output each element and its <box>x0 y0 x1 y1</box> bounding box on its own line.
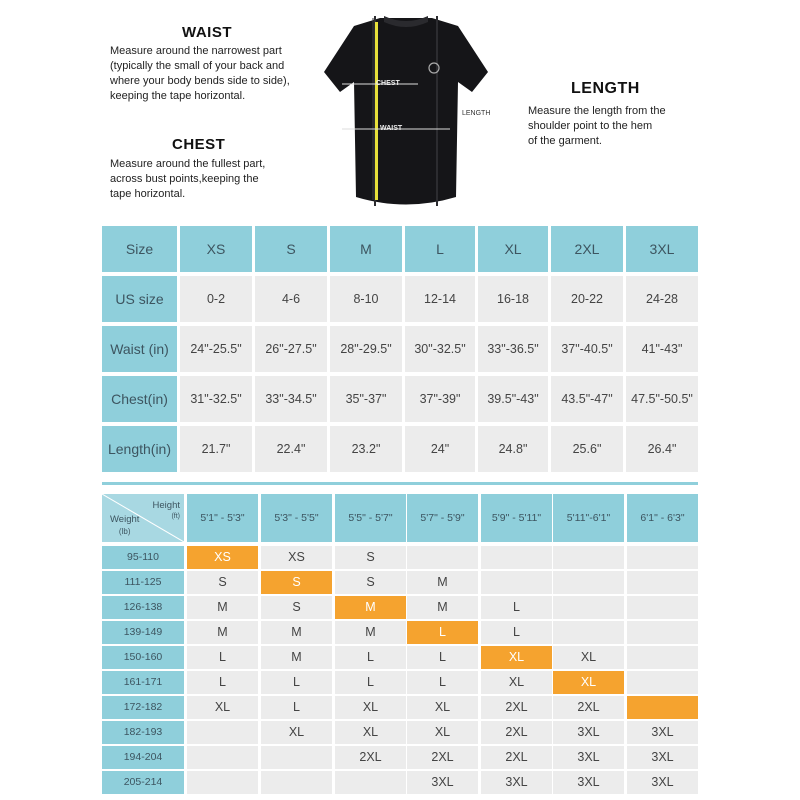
table-cell: 24" <box>405 426 475 472</box>
table-cell: 20-22 <box>551 276 623 322</box>
fit-cell: S <box>335 571 406 594</box>
size-col-header: XS <box>180 226 252 272</box>
jersey-chest-label: CHEST <box>376 80 400 87</box>
fit-cell: 3XL <box>481 771 552 794</box>
fit-cell <box>187 721 258 744</box>
fit-cell: M <box>261 646 332 669</box>
fit-cell: XL <box>407 721 478 744</box>
table-cell: 21.7" <box>180 426 252 472</box>
table-cell: 41"-43" <box>626 326 698 372</box>
fit-cell <box>335 771 406 794</box>
fit-cell: L <box>335 671 406 694</box>
height-col-header: 5'9" - 5'11" <box>481 494 552 542</box>
fit-cell: M <box>187 621 258 644</box>
fit-cell: 2XL <box>407 746 478 769</box>
jersey-illustration <box>318 12 494 212</box>
fit-cell: L <box>481 596 552 619</box>
row-label-chest: Chest(in) <box>102 376 177 422</box>
fit-cell: 2XL <box>481 721 552 744</box>
fit-cell <box>407 546 478 569</box>
fit-cell <box>553 621 624 644</box>
height-col-header: 5'7" - 5'9" <box>407 494 478 542</box>
waist-line: Measure around the narrowest part <box>110 45 282 57</box>
weight-row-label: 111-125 <box>102 571 184 594</box>
fit-cell: L <box>261 696 332 719</box>
table-cell: 37"-40.5" <box>551 326 623 372</box>
weight-row-label: 194-204 <box>102 746 184 769</box>
length-line: shoulder point to the hem <box>528 120 653 132</box>
table-cell: 24"-25.5" <box>180 326 252 372</box>
weight-row-label: 139-149 <box>102 621 184 644</box>
chest-heading: CHEST <box>172 136 226 153</box>
table-cell: 8-10 <box>330 276 402 322</box>
table-cell: 33"-34.5" <box>255 376 327 422</box>
length-line: of the garment. <box>528 135 602 147</box>
table-cell: 12-14 <box>405 276 475 322</box>
fit-cell: S <box>335 546 406 569</box>
table-cell: 43.5"-47" <box>551 376 623 422</box>
chest-line: across bust points,keeping the <box>110 173 259 185</box>
waist-line: keeping the tape horizontal. <box>110 90 246 102</box>
fit-cell <box>553 571 624 594</box>
chest-line: Measure around the fullest part, <box>110 158 266 170</box>
fit-cell: L <box>261 671 332 694</box>
fit-cell: XL <box>407 696 478 719</box>
fit-cell <box>187 746 258 769</box>
waist-line: where your body bends side to side), <box>110 75 290 87</box>
table-cell: 37"-39" <box>405 376 475 422</box>
fit-cell: L <box>187 671 258 694</box>
fit-cell: XL <box>187 696 258 719</box>
fit-cell <box>553 546 624 569</box>
size-col-header: L <box>405 226 475 272</box>
fit-cell: XL <box>335 696 406 719</box>
fit-cell: 3XL <box>627 721 698 744</box>
table-cell: 16-18 <box>478 276 548 322</box>
table-corner <box>102 494 184 542</box>
table-cell: 22.4" <box>255 426 327 472</box>
fit-cell <box>187 771 258 794</box>
fit-cell <box>261 746 332 769</box>
table-cell: 24-28 <box>626 276 698 322</box>
fit-cell: 2XL <box>481 696 552 719</box>
fit-cell: 3XL <box>627 746 698 769</box>
weight-row-label: 172-182 <box>102 696 184 719</box>
weight-row-label: 182-193 <box>102 721 184 744</box>
table-cell: 26"-27.5" <box>255 326 327 372</box>
recommended-size-cell <box>627 696 698 719</box>
fit-cell: XL <box>261 721 332 744</box>
recommended-size-cell: XL <box>481 646 552 669</box>
size-col-header: 3XL <box>626 226 698 272</box>
weight-row-label: 126-138 <box>102 596 184 619</box>
fit-cell <box>627 596 698 619</box>
weight-unit-label: (lb) <box>118 527 131 536</box>
fit-cell: S <box>261 596 332 619</box>
fit-cell: XS <box>261 546 332 569</box>
size-col-header: S <box>255 226 327 272</box>
fit-cell <box>481 571 552 594</box>
fit-cell <box>627 646 698 669</box>
chest-line: tape horizontal. <box>110 188 186 200</box>
fit-cell: 2XL <box>553 696 624 719</box>
fit-cell <box>627 671 698 694</box>
table-cell: 24.8" <box>478 426 548 472</box>
table-cell: 39.5"-43" <box>478 376 548 422</box>
fit-cell: XL <box>335 721 406 744</box>
size-header: Size <box>102 226 177 272</box>
length-small-label: LENGTH <box>462 110 491 117</box>
fit-cell: L <box>335 646 406 669</box>
fit-cell: 3XL <box>553 771 624 794</box>
table-divider <box>102 482 698 485</box>
waist-description <box>110 44 290 104</box>
weight-row-label: 150-160 <box>102 646 184 669</box>
recommended-size-cell: XS <box>187 546 258 569</box>
table-cell: 33"-36.5" <box>478 326 548 372</box>
table-cell: 31"-32.5" <box>180 376 252 422</box>
row-label-us-size: US size <box>102 276 177 322</box>
weight-row-label: 161-171 <box>102 671 184 694</box>
height-col-header: 5'1" - 5'3" <box>187 494 258 542</box>
fit-cell: XL <box>553 646 624 669</box>
fit-cell <box>481 546 552 569</box>
row-label-length: Length(in) <box>102 426 177 472</box>
weight-row-label: 95-110 <box>102 546 184 569</box>
table-cell: 4-6 <box>255 276 327 322</box>
fit-cell: 3XL <box>407 771 478 794</box>
table-cell: 0-2 <box>180 276 252 322</box>
recommended-size-cell: XL <box>553 671 624 694</box>
size-col-header: M <box>330 226 402 272</box>
fit-cell: 3XL <box>627 771 698 794</box>
table-cell: 26.4" <box>626 426 698 472</box>
table-cell: 23.2" <box>330 426 402 472</box>
recommended-size-cell: L <box>407 621 478 644</box>
jersey-waist-label: WAIST <box>380 125 403 132</box>
fit-cell: XL <box>481 671 552 694</box>
fit-cell: 2XL <box>481 746 552 769</box>
recommended-size-cell: S <box>261 571 332 594</box>
weight-corner-label: Weight <box>110 514 140 525</box>
height-col-header: 5'5" - 5'7" <box>335 494 406 542</box>
size-col-header: 2XL <box>551 226 623 272</box>
size-col-header: XL <box>478 226 548 272</box>
fit-cell <box>627 546 698 569</box>
height-corner-label: Height <box>152 500 180 511</box>
fit-cell: L <box>407 646 478 669</box>
fit-cell: 3XL <box>553 746 624 769</box>
table-cell: 25.6" <box>551 426 623 472</box>
fit-cell: S <box>187 571 258 594</box>
fit-cell: M <box>407 596 478 619</box>
height-unit-label: (ft) <box>171 513 180 520</box>
fit-cell: L <box>481 621 552 644</box>
height-col-header: 6'1" - 6'3" <box>627 494 698 542</box>
size-measurement-table <box>102 226 698 474</box>
fit-cell <box>553 596 624 619</box>
fit-cell <box>261 771 332 794</box>
fit-cell: 2XL <box>335 746 406 769</box>
weight-row-label: 205-214 <box>102 771 184 794</box>
fit-cell: M <box>261 621 332 644</box>
fit-cell: 3XL <box>553 721 624 744</box>
fit-cell: M <box>407 571 478 594</box>
waist-heading: WAIST <box>182 24 232 41</box>
chest-description <box>110 157 265 202</box>
recommended-size-cell: M <box>335 596 406 619</box>
length-heading: LENGTH <box>571 80 640 97</box>
table-cell: 30"-32.5" <box>405 326 475 372</box>
jersey-zipper <box>375 22 378 200</box>
fit-cell: L <box>187 646 258 669</box>
height-col-header: 5'3" - 5'5" <box>261 494 332 542</box>
fit-cell: M <box>187 596 258 619</box>
row-label-waist: Waist (in) <box>102 326 177 372</box>
fit-cell <box>627 571 698 594</box>
table-cell: 28"-29.5" <box>330 326 402 372</box>
fit-cell: L <box>407 671 478 694</box>
table-cell: 35"-37" <box>330 376 402 422</box>
height-col-header: 5'11"-6'1" <box>553 494 624 542</box>
waist-line: (typically the small of your back and <box>110 60 285 72</box>
length-line: Measure the length from the <box>528 105 666 117</box>
table-cell: 47.5"-50.5" <box>626 376 698 422</box>
fit-cell: M <box>335 621 406 644</box>
fit-cell <box>627 621 698 644</box>
length-description <box>528 104 666 149</box>
